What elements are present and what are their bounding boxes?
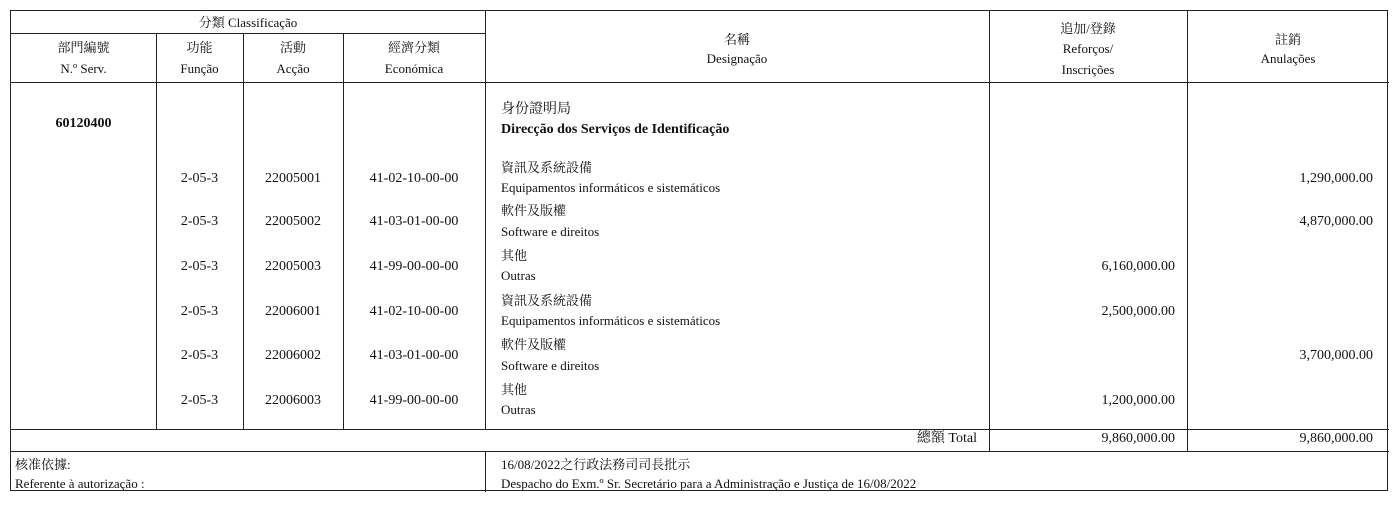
row-cancel: 3,700,000.00	[1299, 348, 1373, 363]
col-divider-3	[343, 33, 344, 429]
add-header-pt2: Inscrições	[1061, 62, 1115, 77]
col-divider-1	[156, 33, 157, 429]
row-economic: 41-03-01-00-00	[369, 214, 459, 229]
row-add: 2,500,000.00	[1101, 304, 1175, 319]
row-add: 1,200,000.00	[1101, 393, 1175, 408]
row-name-zh: 軟件及版權	[501, 337, 567, 352]
department-name-zh: 身份證明局	[501, 102, 571, 117]
dept-header-zh: 部門編號	[57, 40, 110, 55]
row-name-pt: Outras	[501, 268, 536, 283]
budget-table	[10, 10, 1388, 491]
col-divider-5	[989, 11, 990, 451]
row-add: 6,160,000.00	[1101, 259, 1175, 274]
econ-header-pt: Económica	[384, 61, 444, 76]
row-economic: 41-02-10-00-00	[369, 171, 459, 186]
total-add: 9,860,000.00	[1101, 431, 1175, 446]
row-name-pt: Software e direitos	[501, 224, 600, 239]
row-name-zh: 軟件及版權	[501, 203, 567, 218]
header-bottom-line	[11, 82, 1389, 83]
row-function: 2-05-3	[180, 214, 219, 229]
total-bottom-line	[11, 451, 1389, 452]
func-header-zh: 功能	[186, 40, 213, 55]
name-header-pt: Designação	[706, 51, 768, 66]
row-function: 2-05-3	[180, 259, 219, 274]
row-function: 2-05-3	[180, 393, 219, 408]
row-action: 22005001	[265, 171, 321, 186]
row-action: 22005002	[265, 214, 321, 229]
col-divider-4	[485, 11, 486, 429]
row-economic: 41-02-10-00-00	[369, 304, 459, 319]
row-action: 22006002	[265, 348, 321, 363]
row-action: 22006003	[265, 393, 321, 408]
row-name-zh: 其他	[501, 382, 528, 397]
row-name-zh: 其他	[501, 248, 528, 263]
row-action: 22006001	[265, 304, 321, 319]
row-economic: 41-99-00-00-00	[369, 393, 459, 408]
row-function: 2-05-3	[180, 304, 219, 319]
row-action: 22005003	[265, 259, 321, 274]
name-header-zh: 名稱	[723, 32, 750, 47]
row-name-zh: 資訊及系統設備	[501, 293, 593, 308]
department-name-pt: Direcção dos Serviços de Identificação	[501, 122, 730, 137]
footer-divider	[485, 451, 486, 492]
row-name-pt: Software e direitos	[501, 358, 600, 373]
col-divider-6	[1187, 11, 1188, 451]
add-header-pt1: Reforços/	[1062, 41, 1114, 56]
cancel-header-zh: 註銷	[1274, 32, 1301, 47]
row-economic: 41-03-01-00-00	[369, 348, 459, 363]
func-header-pt: Função	[180, 61, 219, 76]
authorization-basis-zh: 核准依據:	[15, 457, 71, 472]
row-function: 2-05-3	[180, 171, 219, 186]
dispatch-pt: Despacho do Exm.º Sr. Secretário para a Administração e Justiça de 16/08/2022	[501, 476, 917, 491]
act-header-pt: Acção	[276, 61, 310, 76]
add-header-zh: 追加/登錄	[1060, 21, 1116, 36]
body-bottom-line	[11, 429, 1389, 430]
authorization-basis-pt: Referente à autorização :	[15, 476, 145, 491]
dept-header-pt: N.º Serv.	[60, 61, 107, 76]
row-name-pt: Equipamentos informáticos e sistemáticos	[501, 180, 721, 195]
classification-underline	[11, 33, 485, 34]
col-divider-2	[243, 33, 244, 429]
cancel-header-pt: Anulações	[1260, 51, 1316, 66]
classification-header: 分類 Classificação	[198, 15, 298, 30]
total-cancel: 9,860,000.00	[1299, 431, 1373, 446]
row-name-pt: Outras	[501, 402, 536, 417]
row-function: 2-05-3	[180, 348, 219, 363]
econ-header-zh: 經濟分類	[387, 40, 440, 55]
department-code: 60120400	[55, 116, 112, 131]
total-label: 總額 Total	[916, 431, 977, 446]
row-name-pt: Equipamentos informáticos e sistemáticos	[501, 313, 721, 328]
row-cancel: 4,870,000.00	[1299, 214, 1373, 229]
act-header-zh: 活動	[279, 40, 306, 55]
row-economic: 41-99-00-00-00	[369, 259, 459, 274]
dispatch-zh: 16/08/2022之行政法務司司長批示	[501, 457, 691, 472]
row-name-zh: 資訊及系統設備	[501, 160, 593, 175]
row-cancel: 1,290,000.00	[1299, 171, 1373, 186]
